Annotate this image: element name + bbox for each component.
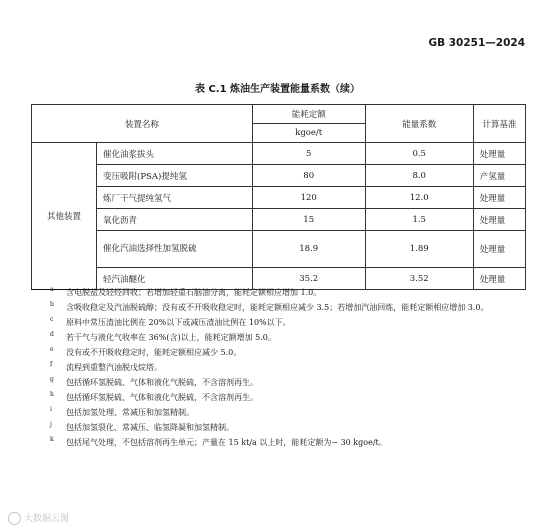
energy-coefficient-cell: 1.89: [365, 231, 473, 268]
footnote-text: 流程到重整汽油脱戊烷塔。: [66, 363, 162, 372]
footnote-mark: e: [50, 346, 54, 353]
footnote: [48, 360, 526, 375]
energy-coefficient-cell: 0.5: [365, 143, 473, 165]
energy-coefficient-cell: 1.5: [365, 209, 473, 231]
footnote-mark: g: [50, 376, 54, 383]
footnote: [48, 300, 526, 315]
footnotes: [48, 285, 526, 450]
energy-quota-cell: 120: [252, 187, 365, 209]
footnote-mark: b: [50, 301, 54, 308]
table-row: [32, 165, 526, 187]
footnote: [48, 390, 526, 405]
footnote-mark: a: [50, 286, 54, 293]
energy-quota-cell: 18.9: [252, 231, 365, 268]
watermark-logo-icon: [8, 512, 21, 525]
standard-code: GB 30251—2024: [428, 37, 525, 49]
footnote-text: 含吸收稳定及汽油脱硫醇；没有或不开吸收稳定时，能耗定额相应减少 3.5；若增加汽油回炼，能耗定额相应增加 3.0。: [66, 303, 489, 312]
energy-quota-cell: 35.2: [252, 268, 365, 290]
table-row: [32, 209, 526, 231]
energy-quota-cell: 5: [252, 143, 365, 165]
footnote: [48, 375, 526, 390]
calculation-basis-cell: 处理量: [473, 268, 525, 290]
table-row: [32, 187, 526, 209]
energy-coefficient-cell: 12.0: [365, 187, 473, 209]
device-name-cell: 轻汽油醚化: [97, 268, 253, 290]
footnote-mark: h: [50, 391, 54, 398]
energy-coefficient-table: [31, 104, 526, 290]
energy-quota-cell: 15: [252, 209, 365, 231]
table-title: 表 C.1 炼油生产装置能量系数（续）: [194, 84, 361, 95]
energy-quota-cell: 80: [252, 165, 365, 187]
device-name-cell: 炼厂干气提纯氢气: [97, 187, 253, 209]
header-device-name: 装置名称: [32, 105, 253, 143]
footnote-text: 原料中常压渣油比例在 20%以下或减压渣油比例在 10%以下。: [66, 318, 291, 327]
device-name-cell: 催化汽油选择性加氢脱硫: [97, 231, 253, 268]
footnote-mark: d: [50, 331, 54, 338]
footnote-text: 包括加氢裂化、常减压、临氢降凝和加氢精制。: [66, 423, 234, 432]
calculation-basis-cell: 处理量: [473, 231, 525, 268]
header-calculation-basis: 计算基准: [473, 105, 525, 143]
device-name-cell: 催化油浆拔头: [97, 143, 253, 165]
footnote: [48, 405, 526, 420]
footnote: [48, 285, 526, 300]
table-row: [32, 143, 526, 165]
footnote: [48, 420, 526, 435]
device-name-cell: 变压吸附(PSA)提纯氢: [97, 165, 253, 187]
calculation-basis-cell: 处理量: [473, 187, 525, 209]
table-row: [32, 231, 526, 268]
footnote-mark: f: [50, 361, 53, 368]
table-header-row: [32, 105, 526, 124]
footnote-text: 若干气与液化气收率在 36%(含)以上，能耗定额增加 5.0。: [66, 333, 276, 342]
footnote-text: 包括尾气处理，不包括溶剂再生单元；产量在 15 kt/a 以上时，能耗定额为− 30 kgoe/t。: [66, 438, 387, 447]
footnote-text: 含电脱盐及轻烃回收；若增加轻重石脑油分离，能耗定额相应增加 1.0。: [66, 288, 322, 297]
footnote: [48, 330, 526, 345]
header-energy-coefficient: 能量系数: [365, 105, 473, 143]
footnote-mark: c: [50, 316, 54, 323]
footnote: [48, 345, 526, 360]
header-energy-quota: 能耗定额: [252, 105, 365, 124]
calculation-basis-cell: 处理量: [473, 143, 525, 165]
header-energy-unit: kgoe/t: [252, 124, 365, 143]
calculation-basis-cell: 处理量: [473, 209, 525, 231]
device-name-cell: 氧化沥青: [97, 209, 253, 231]
watermark: [8, 511, 69, 525]
footnote-mark: k: [50, 436, 54, 443]
calculation-basis-cell: 产氢量: [473, 165, 525, 187]
group-label: 其他装置: [32, 143, 97, 290]
watermark-text: 大数据云图: [24, 514, 70, 524]
footnote-mark: j: [50, 421, 52, 428]
energy-coefficient-cell: 8.0: [365, 165, 473, 187]
footnote: [48, 315, 526, 330]
energy-coefficient-cell: 3.52: [365, 268, 473, 290]
footnote-text: 包括加氢处理、常减压和加氢精制。: [66, 408, 194, 417]
footnote-mark: i: [50, 406, 52, 413]
footnote-text: 包括循环氢脱硫、气体和液化气脱硫，不含溶剂再生。: [66, 378, 258, 387]
footnote-text: 包括循环氢脱硫、气体和液化气脱硫，不含溶剂再生。: [66, 393, 258, 402]
footnote-text: 没有或不开吸收稳定时，能耗定额相应减少 5.0。: [66, 348, 242, 357]
footnote: [48, 435, 526, 450]
